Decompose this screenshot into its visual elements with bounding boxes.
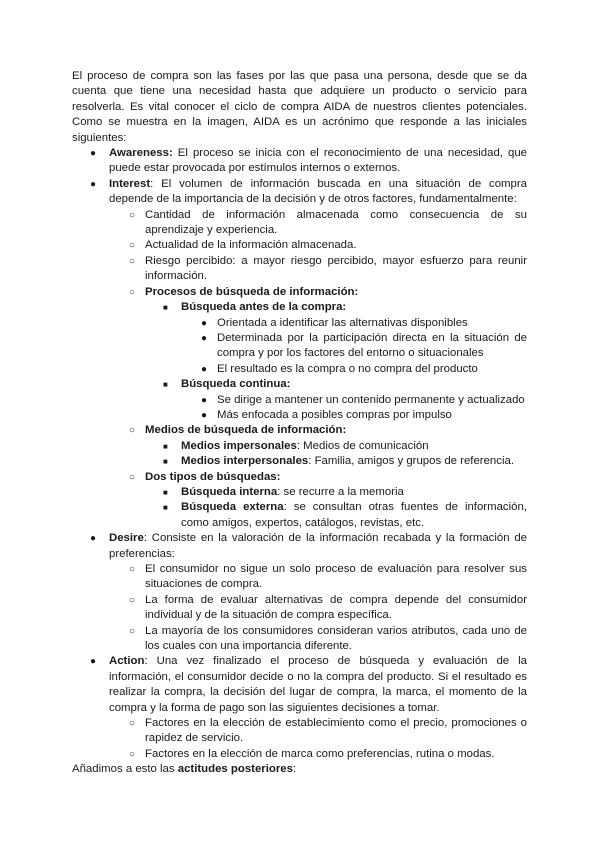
list-item-text: Más enfocada a posibles compras por impulso (217, 408, 452, 421)
bullet-filled-icon: ● (201, 409, 208, 421)
list-item (72, 393, 527, 408)
procesos-list-continua (72, 377, 527, 392)
busqueda-antes-heading: Búsqueda antes de la compra: (181, 301, 347, 314)
list-item-text: Factores en la elección de establecimiento como el precio, promociones o rapidez de servicio. (145, 717, 527, 745)
busqueda-continua-heading: Búsqueda continua: (181, 378, 291, 391)
medios-interpersonales-text: : Familia, amigos y grupos de referencia. (308, 455, 514, 468)
aida-awareness-item (72, 146, 527, 177)
bullet-filled-icon: ● (201, 363, 208, 375)
busqueda-interna-term: Búsqueda interna (181, 485, 278, 498)
list-item (72, 500, 527, 531)
bullet-hollow-icon: ○ (129, 209, 136, 221)
medios-heading-item (72, 423, 527, 438)
closing-bold: actitudes posteriores (177, 763, 293, 776)
bullet-square-icon: ■ (163, 303, 168, 313)
busqueda-interna-text: : se recurre a la memoria (277, 485, 404, 498)
list-item (72, 208, 527, 239)
busqueda-continua-list (72, 393, 527, 424)
desire-text: : Consiste en la valoración de la información recabada y la formación de preferencias: (109, 532, 527, 560)
tipos-heading-list (72, 470, 527, 485)
aida-desire-item (72, 531, 527, 562)
list-item-text: La mayoría de los consumidores consideran varios atributos, cada uno de los cuales con una importancia diferente. (145, 624, 527, 653)
list-item (72, 238, 527, 253)
bullet-filled-icon: ● (90, 178, 97, 190)
list-item (72, 408, 527, 423)
list-item (72, 454, 527, 469)
closing-suffix: : (292, 763, 297, 776)
aida-action-item (72, 654, 527, 716)
list-item (72, 716, 527, 747)
bullet-square-icon: ■ (163, 380, 168, 390)
busqueda-antes-list (72, 316, 527, 378)
list-item-text: Se dirige a mantener un contenido permanente y actualizado (217, 393, 525, 406)
list-item (72, 624, 527, 655)
busqueda-externa-text: : se consultan otras fuentes de información, como amigos, expertos, catálogos, revistas, etc. (181, 501, 527, 529)
busqueda-antes-heading-item (72, 300, 527, 315)
procesos-heading-item (72, 285, 527, 300)
list-item (72, 362, 527, 377)
bullet-filled-icon: ● (90, 533, 97, 545)
bullet-filled-icon: ● (201, 317, 208, 329)
list-item (72, 562, 527, 593)
closing-prefix: Añadimos a esto las (72, 763, 178, 776)
busqueda-externa-term: Búsqueda externa (181, 501, 284, 514)
list-item-text: Factores en la elección de marca como preferencias, rutina o modas. (145, 747, 495, 760)
medios-impersonales-text: : Medios de comunicación (296, 439, 429, 452)
bullet-filled-icon: ● (201, 332, 208, 344)
medios-heading-list (72, 423, 527, 438)
procesos-list (72, 300, 527, 315)
document-body (72, 69, 527, 778)
bullet-hollow-icon: ○ (129, 425, 136, 437)
bullet-square-icon: ■ (163, 487, 168, 497)
action-term: Action (109, 655, 145, 668)
bullet-filled-icon: ● (90, 656, 97, 668)
bullet-hollow-icon: ○ (129, 748, 136, 760)
tipos-heading: Dos tipos de búsquedas: (145, 470, 281, 483)
list-item-text: El consumidor no sigue un solo proceso de evaluación para resolver sus situaciones de compra. (145, 563, 527, 591)
tipos-heading-item (72, 470, 527, 485)
medios-impersonales-term: Medios impersonales (181, 439, 297, 452)
list-item-text: Orientada a identificar las alternativas disponibles (217, 316, 468, 329)
list-item-text: Actualidad de la información almacenada. (145, 239, 357, 252)
bullet-filled-icon: ● (90, 148, 97, 160)
intro-paragraph: El proceso de compra son las fases por las que pasa una persona, desde que se da cuenta que tiene una necesidad hasta que adquiere un producto o servicio para resolverla. Es vital conocer el ciclo de compra AIDA de nuestros clientes potenciales. Como se muestra en la imagen, AIDA es un acrónimo que responde a las iniciales siguientes: (72, 70, 527, 144)
list-item (72, 485, 527, 500)
aida-interest-item (72, 177, 527, 208)
list-item (72, 331, 527, 362)
list-item (72, 747, 527, 762)
bullet-filled-icon: ● (201, 394, 208, 406)
bullet-hollow-icon: ○ (129, 240, 136, 252)
bullet-square-icon: ■ (163, 503, 168, 513)
aida-list-action (72, 654, 527, 716)
aida-list (72, 146, 527, 208)
awareness-text: El proceso se inicia con el reconocimiento de una necesidad, que puede estar provocada por estímulos internos o externos. (109, 147, 527, 175)
bullet-hollow-icon: ○ (129, 255, 136, 267)
list-item (72, 316, 527, 331)
list-item-text: Riesgo percibido: a mayor riesgo percibido, mayor esfuerzo para reunir información. (145, 254, 527, 283)
action-list (72, 716, 527, 762)
closing-paragraph (72, 762, 527, 777)
bullet-hollow-icon: ○ (129, 594, 136, 606)
awareness-term: Awareness: (109, 147, 173, 160)
medios-list (72, 439, 527, 470)
bullet-hollow-icon: ○ (129, 564, 136, 575)
medios-heading: Medios de búsqueda de información: (145, 424, 347, 437)
action-text: : Una vez finalizado el proceso de búsqueda y evaluación de la información, el consumidor decide o no la compra del producto. Si el resultado es realizar la compra, la decisión del lugar de compra, la marca, el momento de la compra y la forma de pago son las siguientes decisiones a tomar. (109, 655, 527, 714)
list-item (72, 593, 527, 624)
procesos-heading: Procesos de búsqueda de información: (145, 285, 359, 298)
bullet-hollow-icon: ○ (129, 718, 136, 730)
list-item-text: Determinada por la participación directa en la situación de compra y por los factores del entorno o situacionales (217, 331, 527, 360)
medios-interpersonales-term: Medios interpersonales (181, 455, 309, 468)
busqueda-continua-heading-item (72, 377, 527, 392)
desire-list (72, 562, 527, 654)
list-item-text: La forma de evaluar alternativas de compra depende del consumidor individual y de la situación de compra específica. (145, 593, 527, 622)
interest-term: Interest (109, 177, 151, 190)
bullet-hollow-icon: ○ (129, 286, 136, 298)
bullet-square-icon: ■ (163, 441, 168, 451)
aida-list-desire (72, 531, 527, 562)
bullet-hollow-icon: ○ (129, 625, 136, 637)
list-item-text: Cantidad de información almacenada como consecuencia de su aprendizaje y experiencia. (145, 208, 527, 237)
list-item (72, 254, 527, 285)
interest-text: : El volumen de información buscada en una situación de compra depende de la importancia de la decisión y de otros factores, fundamentalmente: (109, 177, 527, 206)
list-item (72, 439, 527, 454)
tipos-list (72, 485, 527, 531)
desire-term: Desire (109, 532, 144, 545)
bullet-square-icon: ■ (163, 457, 168, 467)
bullet-hollow-icon: ○ (129, 471, 136, 483)
interest-factors-list (72, 208, 527, 300)
list-item-text: El resultado es la compra o no compra del producto (217, 362, 478, 375)
